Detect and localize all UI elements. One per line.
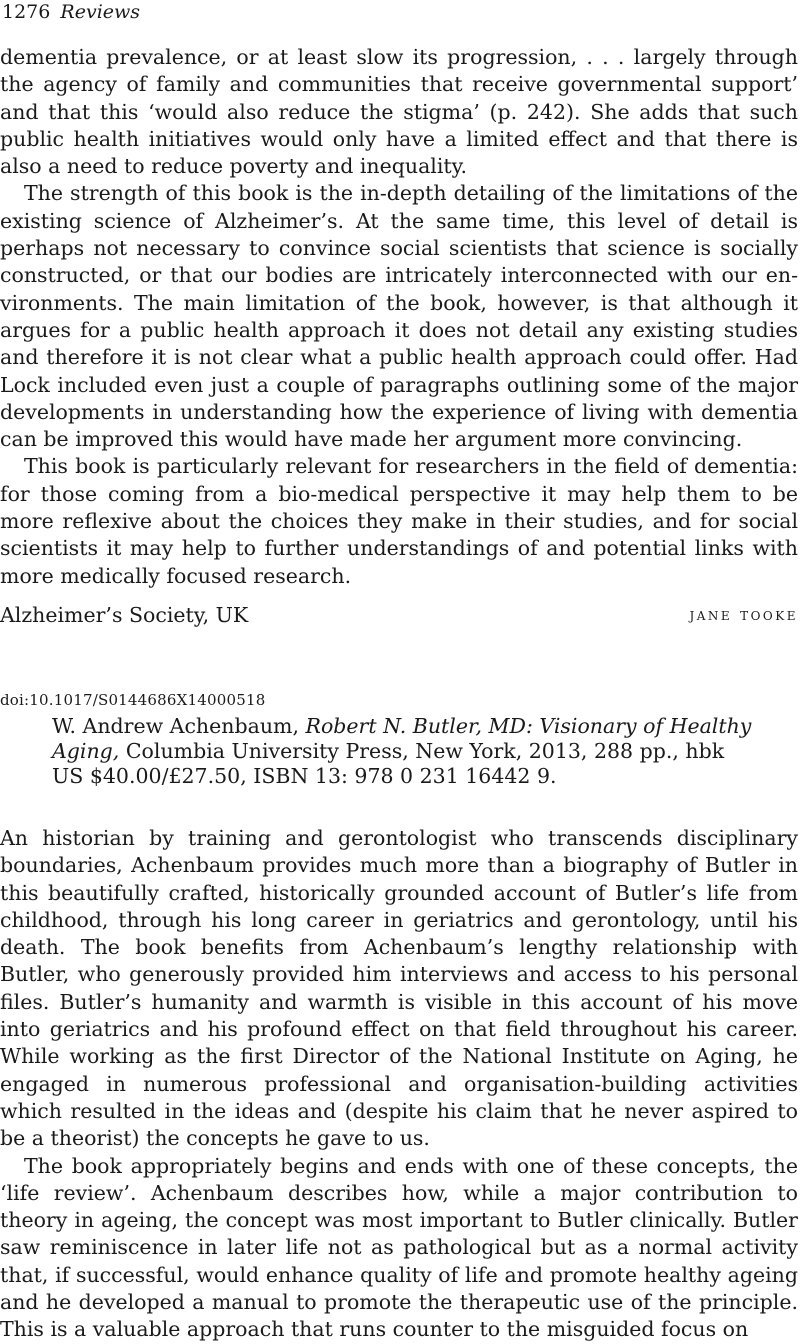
publisher-info: Columbia University Press, New York, 2013, 288 pp., hbk <box>125 739 725 763</box>
review-1-paragraph-2: The strength of this book is the in-depth detailing of the limitations of the existing science of Alzheimer’s. At the same time, this level of detail is perhaps not necessary to convince social scientists that science is socially constructed, or that our bodies are intricately interconnected with our en-vironments. The main limitation of the book, however, is that although it argues for a public health approach it does not detail any existing studies and therefore it is not clear what a public health approach could offer. Had Lock included even just a couple of paragraphs outlining some of the major developments in understanding how the experience of living with dementia can be improved this would have made her argument more convincing. <box>0 181 798 452</box>
reviewer-affiliation: Alzheimer’s Society, UK <box>0 603 249 627</box>
citation-line-1 <box>52 714 752 739</box>
review-2-body <box>0 825 798 1344</box>
price-isbn: US $40.00/£27.50, ISBN 13: 978 0 231 16442 9. <box>52 764 557 788</box>
review-1-signature <box>0 601 798 629</box>
review-1-paragraph-3: This book is particularly relevant for researchers in the field of dementia: for those coming from a bio-medical perspective it may help them to be more reflexive about the choices they make in their studies, and for social scientists it may help to further understandings of and potential links with more medically focused research. <box>0 454 798 588</box>
book-title-part-2: Aging, <box>52 739 120 763</box>
reviewer-name: jane tooke <box>689 605 798 625</box>
book-title-part-1: Robert N. Butler, MD: Visionary of Healthy <box>305 714 752 738</box>
review-1-paragraph-1: dementia prevalence, or at least slow its progression, . . . largely through the agency of family and communities that receive governmental support’ and that this ‘would also reduce the stigma’ (p. 242). She adds that such public health initiatives would only have a limited effect and that there is also a need to reduce poverty and inequality. <box>0 45 798 179</box>
review-1-body <box>0 44 798 590</box>
review-2-paragraph-1: An historian by training and gerontologist who transcends disciplinary boundaries, Achenbaum provides much more than a biography of Butler in this beautifully crafted, historically grounded account of Butler’s life from childhood, through his long career in geriatrics and gerontology, until his death. The book benefits from Achenbaum’s lengthy relationship with Butler, who generously provided him interviews and access to his personal files. Butler’s humanity and warmth is visible in this account of his move into geriatrics and his profound effect on that field throughout his career. While working as the first Director of the National Institute on Aging, he engaged in numerous professional and organisation-building activities which resulted in the ideas and (despite his claim that he never aspired to be a theorist) the concepts he gave to us. <box>0 826 798 1151</box>
page-number: 1276 <box>2 1 51 23</box>
book-citation <box>52 714 752 789</box>
running-head <box>2 0 140 24</box>
review-2-paragraph-2: The book appropriately begins and ends with one of these concepts, the ‘life review’. Achenbaum describes how, while a major contribution to theory in ageing, the concept was most important to Butler clinically. Butler saw reminiscence in later life not as pathological but as a normal activity that, if successful, would enhance quality of life and promote healthy ageing and he developed a manual to promote the therapeutic use of the principle. This is a valuable approach that runs counter to the misguided focus on <box>0 1153 798 1342</box>
book-author: W. Andrew Achenbaum, <box>52 714 299 738</box>
section-title: Reviews <box>60 1 141 23</box>
citation-line-3 <box>52 764 752 789</box>
doi-link[interactable]: doi:10.1017/S0144686X14000518 <box>0 691 266 709</box>
citation-line-2 <box>52 739 752 764</box>
